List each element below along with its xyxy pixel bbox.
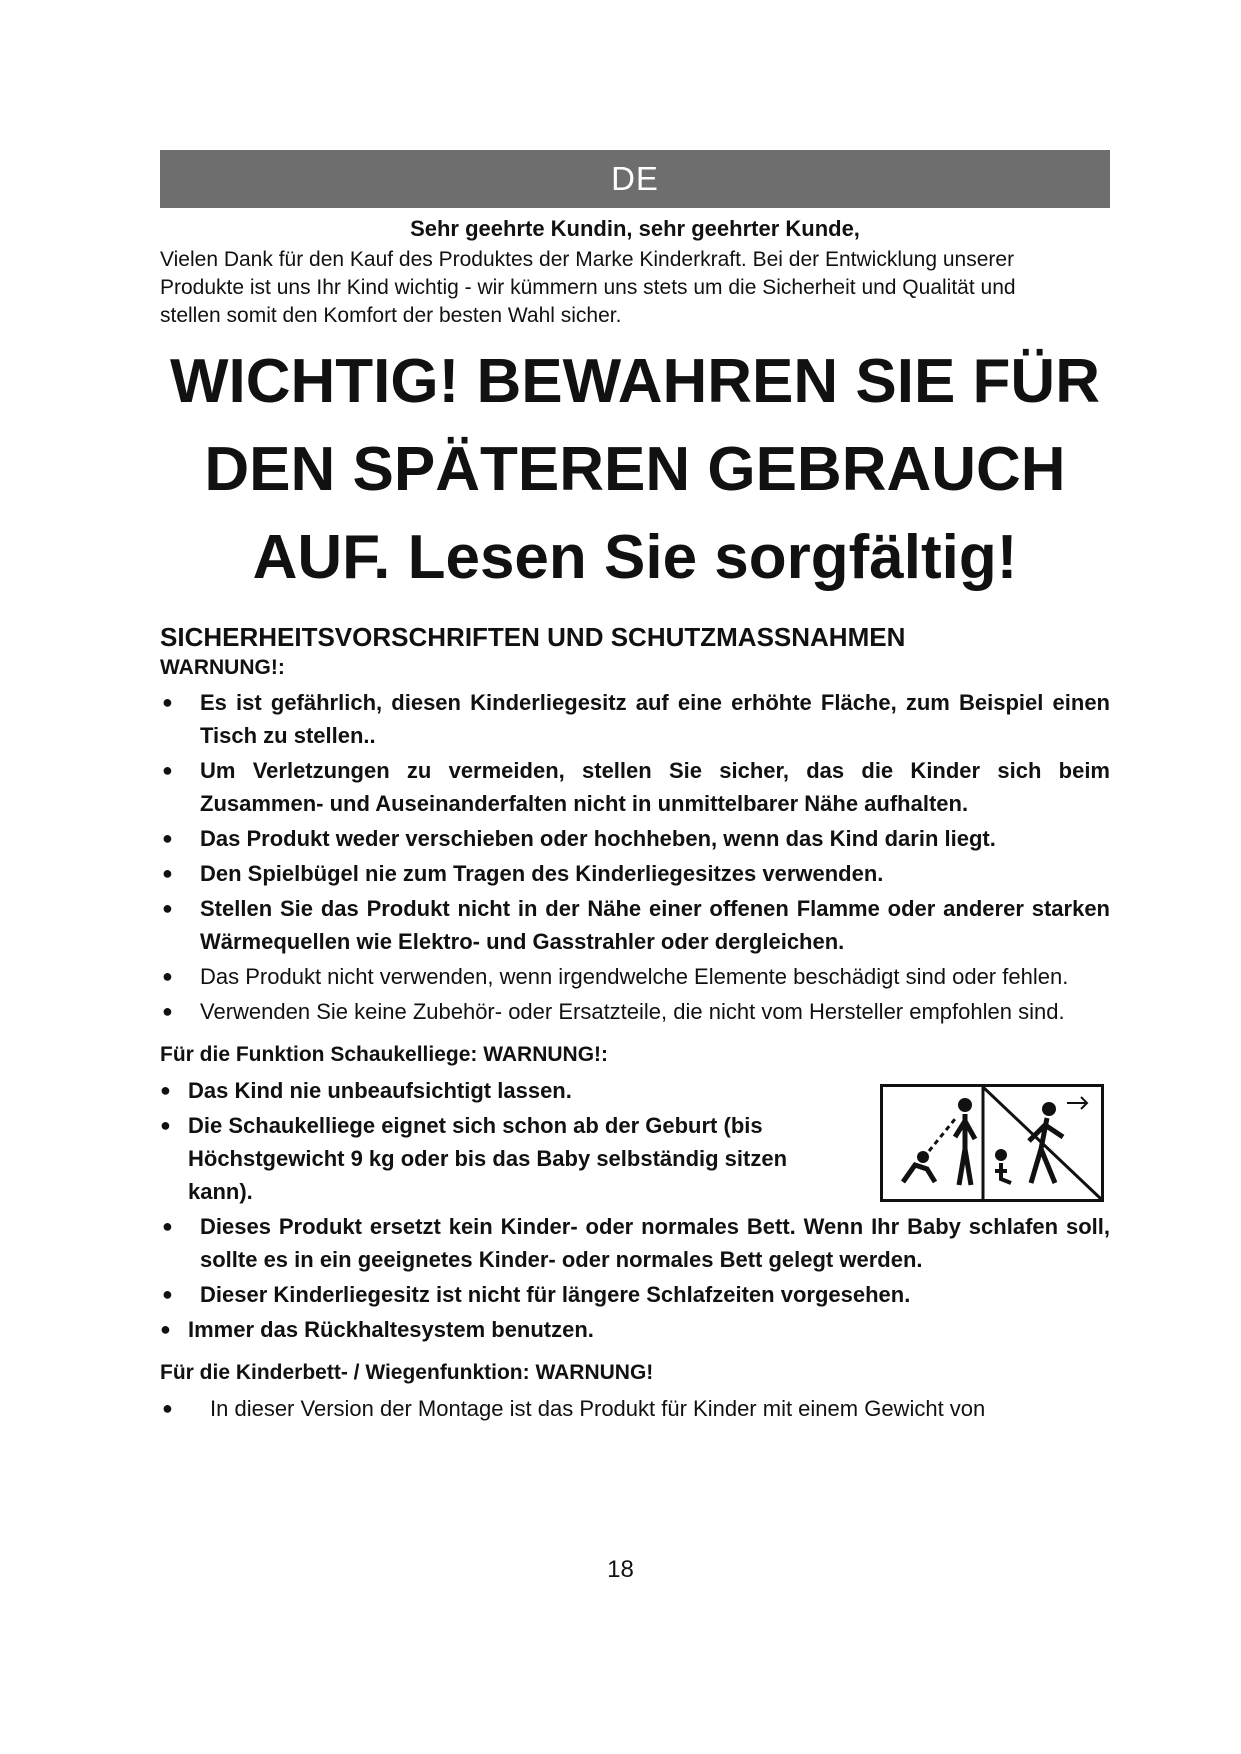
manual-page <box>160 150 1110 1427</box>
crib-warning-list <box>160 1392 1110 1425</box>
list-item: ● Das Produkt nicht verwenden, wenn irgendwelche Elemente beschädigt sind oder fehlen. <box>160 960 1110 993</box>
headline-line: WICHTIG! BEWAHREN SIE FÜR <box>170 347 1100 416</box>
swing-warning-list-continued <box>160 1210 1110 1311</box>
list-item: ● Die Schaukelliege eignet sich schon ab der Geburt (bis Höchstgewicht 9 kg oder bis das Baby selbständig sitzen kann). <box>160 1109 798 1208</box>
swing-section-title: Für die Funktion Schaukelliege: WARNUNG!: <box>160 1043 609 1066</box>
swing-block <box>160 1074 1110 1346</box>
intro-line: Produkte ist uns Ihr Kind wichtig - wir kümmern uns stets um die Sicherheit und Qualität und <box>160 276 1016 299</box>
list-item: ● Das Kind nie unbeaufsichtigt lassen. <box>160 1074 828 1107</box>
page-number: 18 <box>607 1556 634 1583</box>
headline-line: DEN SPÄTEREN GEBRAUCH <box>204 435 1066 504</box>
headline-line: AUF. Lesen Sie sorgfältig! <box>252 523 1018 592</box>
crib-section-title: Für die Kinderbett- / Wiegenfunktion: WARNUNG! <box>160 1361 654 1384</box>
bullet-icon: ● <box>162 863 173 883</box>
bullet-icon: ● <box>162 760 173 780</box>
list-item: ● Das Produkt weder verschieben oder hochheben, wenn das Kind darin liegt. <box>160 822 1110 855</box>
list-item: ● Stellen Sie das Produkt nicht in der Nähe einer offenen Flamme oder anderer starken Wärmequellen wie Elektro- und Gasstrahler oder dergleichen. <box>160 892 1110 958</box>
safety-warning-list <box>160 686 1110 1028</box>
bullet-icon: ● <box>160 1080 171 1100</box>
bullet-icon: ● <box>162 1001 173 1021</box>
list-item: ● Um Verletzungen zu vermeiden, stellen Sie sicher, das die Kinder sich beim Zusammen- und Auseinanderfalten nicht in unmittelbarer Nähe aufhalten. <box>160 754 1110 820</box>
list-item: ● Dieses Produkt ersetzt kein Kinder- oder normales Bett. Wenn Ihr Baby schlafen soll, sollte es in ein geeignetes Kinder- oder normales Bett gelegt werden. <box>160 1210 1110 1276</box>
bullet-icon: ● <box>162 1284 173 1304</box>
bullet-icon: ● <box>160 1319 171 1339</box>
list-item: ● Den Spielbügel nie zum Tragen des Kinderliegesitzes verwenden. <box>160 857 1110 890</box>
language-code: DE <box>611 160 659 197</box>
do-not-leave-child-unattended-icon <box>880 1084 1104 1202</box>
safety-section-title: SICHERHEITSVORSCHRIFTEN UND SCHUTZMASSNAHMEN <box>160 622 906 652</box>
warning-label: WARNUNG!: <box>160 656 285 679</box>
bullet-icon: ● <box>162 966 173 986</box>
intro-text <box>160 246 1110 330</box>
list-item: ● Es ist gefährlich, diesen Kinderliegesitz auf eine erhöhte Fläche, zum Beispiel einen Tisch zu stellen.. <box>160 686 1110 752</box>
list-item: ● Immer das Rückhaltesystem benutzen. <box>160 1313 1110 1346</box>
list-item: ● In dieser Version der Montage ist das Produkt für Kinder mit einem Gewicht von <box>160 1392 1110 1425</box>
greeting: Sehr geehrte Kundin, sehr geehrter Kunde, <box>410 216 860 241</box>
bullet-icon: ● <box>162 898 173 918</box>
intro-line: stellen somit den Komfort der besten Wahl sicher. <box>160 304 622 327</box>
bullet-icon: ● <box>162 692 173 712</box>
bullet-icon: ● <box>162 828 173 848</box>
intro-line: Vielen Dank für den Kauf des Produktes der Marke Kinderkraft. Bei der Entwicklung unserer <box>160 248 1015 271</box>
swing-warning-list-end <box>160 1313 1110 1346</box>
language-header-bar <box>160 150 1110 208</box>
list-item: ● Dieser Kinderliegesitz ist nicht für längere Schlafzeiten vorgesehen. <box>160 1278 1110 1311</box>
bullet-icon: ● <box>162 1216 173 1236</box>
bullet-icon: ● <box>160 1115 171 1135</box>
list-item: ● Verwenden Sie keine Zubehör- oder Ersatzteile, die nicht vom Hersteller empfohlen sind. <box>160 995 1110 1028</box>
bullet-icon: ● <box>162 1398 173 1418</box>
important-headline <box>160 338 1110 602</box>
